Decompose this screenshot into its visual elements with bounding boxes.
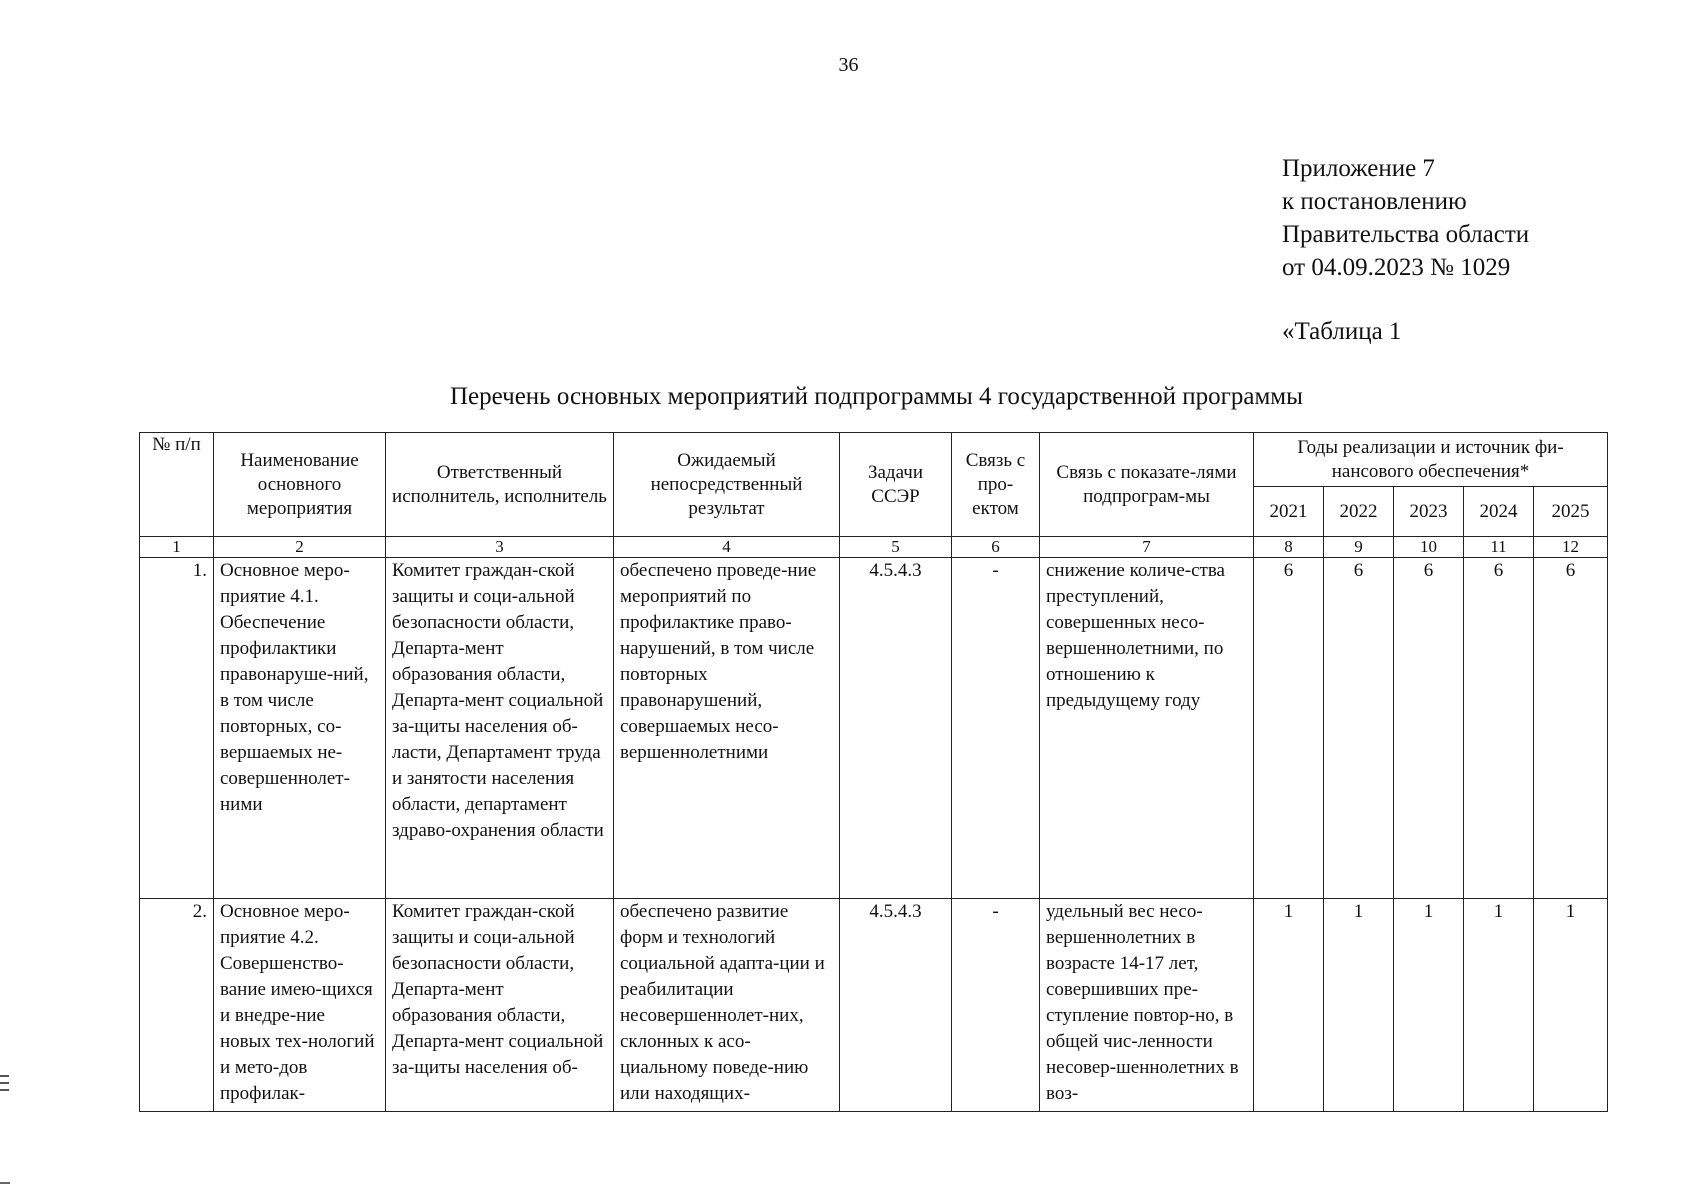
appendix-line: от 04.09.2023 № 1029	[1282, 254, 1511, 281]
activity-executor: Комитет граждан-ской защиты и соци-альной безопасности области, Департа-мент образования области, Департа-мент социальной за-щиты населения об-ласти, Департамент труда и занятости населения области, департамент здраво-охранения области	[386, 558, 614, 899]
activity-result: обеспечено развитие форм и технологий социальной адапта-ции и реабилитации несовершеннолет-них, склонных к асо-циальному поведе-нию или находящих-	[614, 899, 840, 1112]
header-year: 2025	[1534, 487, 1608, 537]
column-number: 2	[214, 537, 386, 558]
header-num: № п/п	[140, 433, 214, 537]
year-value: 1	[1464, 899, 1534, 1112]
column-number: 11	[1464, 537, 1534, 558]
column-number: 10	[1394, 537, 1464, 558]
binding-mark	[0, 1075, 9, 1077]
column-number: 7	[1040, 537, 1254, 558]
binding-marks	[0, 1075, 10, 1096]
activity-project: -	[952, 899, 1040, 1112]
activity-tasks: 4.5.4.3	[840, 558, 952, 899]
column-number: 5	[840, 537, 952, 558]
header-executor: Ответственный исполнитель, исполнитель	[386, 433, 614, 537]
binding-mark	[0, 1089, 9, 1091]
year-value: 1	[1534, 899, 1608, 1112]
year-value: 1	[1324, 899, 1394, 1112]
year-value: 1	[1394, 899, 1464, 1112]
activity-name: Основное меро-приятие 4.2. Совершенство-вание имею-щихся и внедре-ние новых тех-нологий и мето-дов профилак-	[214, 899, 386, 1112]
activity-executor: Комитет граждан-ской защиты и соци-альной безопасности области, Департа-мент образования области, Департа-мент социальной за-щиты населения об-	[386, 899, 614, 1112]
column-number-row	[140, 537, 1608, 558]
activity-name: Основное меро-приятие 4.1. Обеспечение профилактики правонаруше-ний, в том числе повторных, со-вершаемых не-совершеннолет-ними	[214, 558, 386, 899]
table-header-row	[140, 433, 1608, 487]
header-year: 2024	[1464, 487, 1534, 537]
header-years-group: Годы реализации и источник фи-нансового обеспечения*	[1254, 433, 1608, 487]
table-row	[140, 899, 1608, 1112]
header-year: 2022	[1324, 487, 1394, 537]
year-value: 1	[1254, 899, 1324, 1112]
header-indicators: Связь с показате-лями подпрограм-мы	[1040, 433, 1254, 537]
appendix-line: Приложение 7	[1282, 155, 1435, 182]
appendix-line: Правительства области	[1282, 221, 1530, 248]
year-value: 6	[1394, 558, 1464, 899]
activity-indicators: удельный вес несо-вершеннолетних в возрасте 14-17 лет, совершивших пре-ступление повтор-но, в общей чис-ленности несовер-шеннолетних в воз-	[1040, 899, 1254, 1112]
column-number: 6	[952, 537, 1040, 558]
activities-table	[139, 432, 1608, 1112]
column-number: 3	[386, 537, 614, 558]
column-number: 4	[614, 537, 840, 558]
column-number: 1	[140, 537, 214, 558]
appendix-block	[1282, 152, 1529, 284]
activity-project: -	[952, 558, 1040, 899]
column-number: 8	[1254, 537, 1324, 558]
row-number: 1.	[140, 558, 214, 899]
header-name: Наименование основного мероприятия	[214, 433, 386, 537]
year-value: 6	[1534, 558, 1608, 899]
year-value: 6	[1324, 558, 1394, 899]
binding-mark	[0, 1082, 9, 1084]
margin-tick	[0, 1182, 10, 1184]
header-year: 2021	[1254, 487, 1324, 537]
header-year: 2023	[1394, 487, 1464, 537]
activity-result: обеспечено проведе-ние мероприятий по профилактике право-нарушений, в том числе повторных правонарушений, совершаемых несо-вершеннолетними	[614, 558, 840, 899]
header-tasks: Задачи ССЭР	[840, 433, 952, 537]
header-result: Ожидаемый непосредственный результат	[614, 433, 840, 537]
table-row	[140, 558, 1608, 899]
header-project: Связь с про-ектом	[952, 433, 1040, 537]
activity-tasks: 4.5.4.3	[840, 899, 952, 1112]
row-number: 2.	[140, 899, 214, 1112]
document-title: Перечень основных мероприятий подпрограммы 4 государственной программы	[450, 383, 1303, 410]
appendix-line: к постановлению	[1282, 188, 1467, 215]
column-number: 9	[1324, 537, 1394, 558]
activity-indicators: снижение количе-ства преступлений, совершенных несо-вершеннолетними, по отношению к предыдущему году	[1040, 558, 1254, 899]
page-number: 36	[838, 54, 859, 76]
table-label: «Таблица 1	[1282, 318, 1402, 345]
year-value: 6	[1254, 558, 1324, 899]
column-number: 12	[1534, 537, 1608, 558]
year-value: 6	[1464, 558, 1534, 899]
